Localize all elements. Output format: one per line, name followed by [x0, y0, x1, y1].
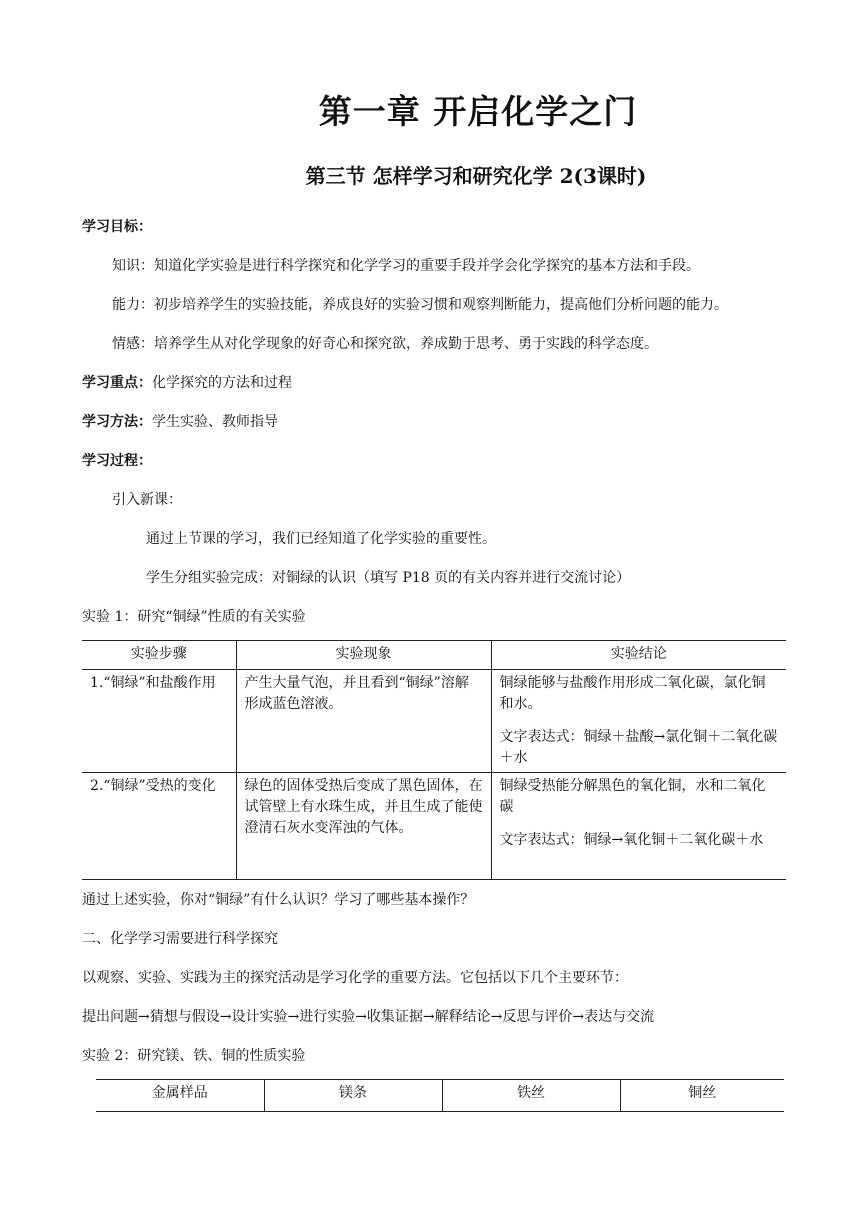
experiment1-caption: 实验 1：研究“铜绿”性质的有关实验 [82, 609, 306, 625]
row2-step [82, 773, 236, 880]
table-header-row [96, 1080, 784, 1112]
experiment2-table [96, 1079, 784, 1112]
objective-knowledge: 知识：知道化学实验是进行科学探究和化学学习的重要手段并学会化学探究的基本方法和手段。 [112, 258, 700, 274]
row2-conclusion [491, 773, 786, 880]
experiment2-caption: 实验 2：研究镁、铁、铜的性质实验 [82, 1048, 306, 1064]
row1-phenomenon-text: 产生大量气泡，并且看到“铜绿”溶解形成蓝色溶液。 [244, 675, 469, 712]
row1-conclusion-text: 铜绿能够与盐酸作用形成二氧化碳，氯化铜和水。 [499, 675, 766, 712]
learning-method [82, 412, 278, 432]
row2-step-text: 2.“铜绿”受热的变化 [90, 778, 216, 794]
section2-heading: 二、化学学习需要进行科学探究 [82, 931, 278, 947]
section2-text: 以观察、实验、实践为主的探究活动是学习化学的重要方法。它包括以下几个主要环节： [82, 970, 628, 986]
experiment1-table [82, 640, 786, 880]
key-point-text: 化学探究的方法和过程 [152, 375, 292, 391]
table-header-row [82, 641, 786, 670]
header-copper: 铜丝 [620, 1080, 784, 1112]
intro-line-2: 学生分组实验完成：对铜绿的认识（填写 P18 页的有关内容并进行交流讨论） [146, 570, 631, 586]
key-point [82, 373, 292, 393]
section-title: 第三节 怎样学习和研究化学 2(3课时) [305, 164, 647, 188]
row1-step [82, 670, 236, 773]
intro-label: 引入新课： [112, 492, 182, 508]
row2-phenomenon-text: 绿色的固体受热后变成了黑色固体，在试管壁上有水珠生成，并且生成了能使澄清石灰水变浑浊的气体。 [244, 778, 483, 836]
objective-emotion: 情感：培养学生从对化学现象的好奇心和探究欲，养成勤于思考、勇于实践的科学态度。 [112, 336, 658, 352]
row1-conclusion [491, 670, 786, 773]
row2-conclusion-text: 铜绿受热能分解黑色的氧化铜，水和二氧化碳 [499, 778, 766, 815]
method-text: 学生实验、教师指导 [152, 414, 278, 430]
reflection-question: 通过上述实验，你对“铜绿”有什么认识？学习了哪些基本操作？ [82, 892, 475, 908]
header-metal-sample: 金属样品 [151, 1085, 208, 1101]
method-label: 学习方法： [82, 414, 152, 430]
row2-expression-text: 文字表达式：铜绿→氧化铜＋二氧化碳＋水 [499, 832, 764, 848]
row2-phenomenon [236, 773, 491, 880]
intro-line-1: 通过上节课的学习，我们已经知道了化学实验的重要性。 [146, 531, 496, 547]
chapter-title: 第一章 开启化学之门 [318, 92, 638, 131]
header-step: 实验步骤 [82, 641, 236, 670]
table-row [82, 670, 786, 773]
key-point-label: 学习重点： [82, 375, 152, 391]
process-heading: 学习过程： [82, 453, 152, 469]
header-iron: 铁丝 [442, 1080, 620, 1112]
header-magnesium: 镁条 [264, 1080, 442, 1112]
objectives-heading: 学习目标： [82, 219, 152, 235]
row1-expression-text: 文字表达式：铜绿＋盐酸→氯化铜＋二氧化碳＋水 [499, 729, 778, 766]
table-row [82, 773, 786, 880]
inquiry-steps: 提出问题→猜想与假设→设计实验→进行实验→收集证据→解释结论→反思与评价→表达与交流 [82, 1009, 655, 1025]
row1-step-text: 1.“铜绿”和盐酸作用 [90, 675, 216, 691]
objective-ability: 能力：初步培养学生的实验技能，养成良好的实验习惯和观察判断能力，提高他们分析问题的能力。 [112, 297, 728, 313]
row1-phenomenon [236, 670, 491, 773]
header-phenomenon: 实验现象 [236, 641, 491, 670]
header-conclusion: 实验结论 [491, 641, 786, 670]
